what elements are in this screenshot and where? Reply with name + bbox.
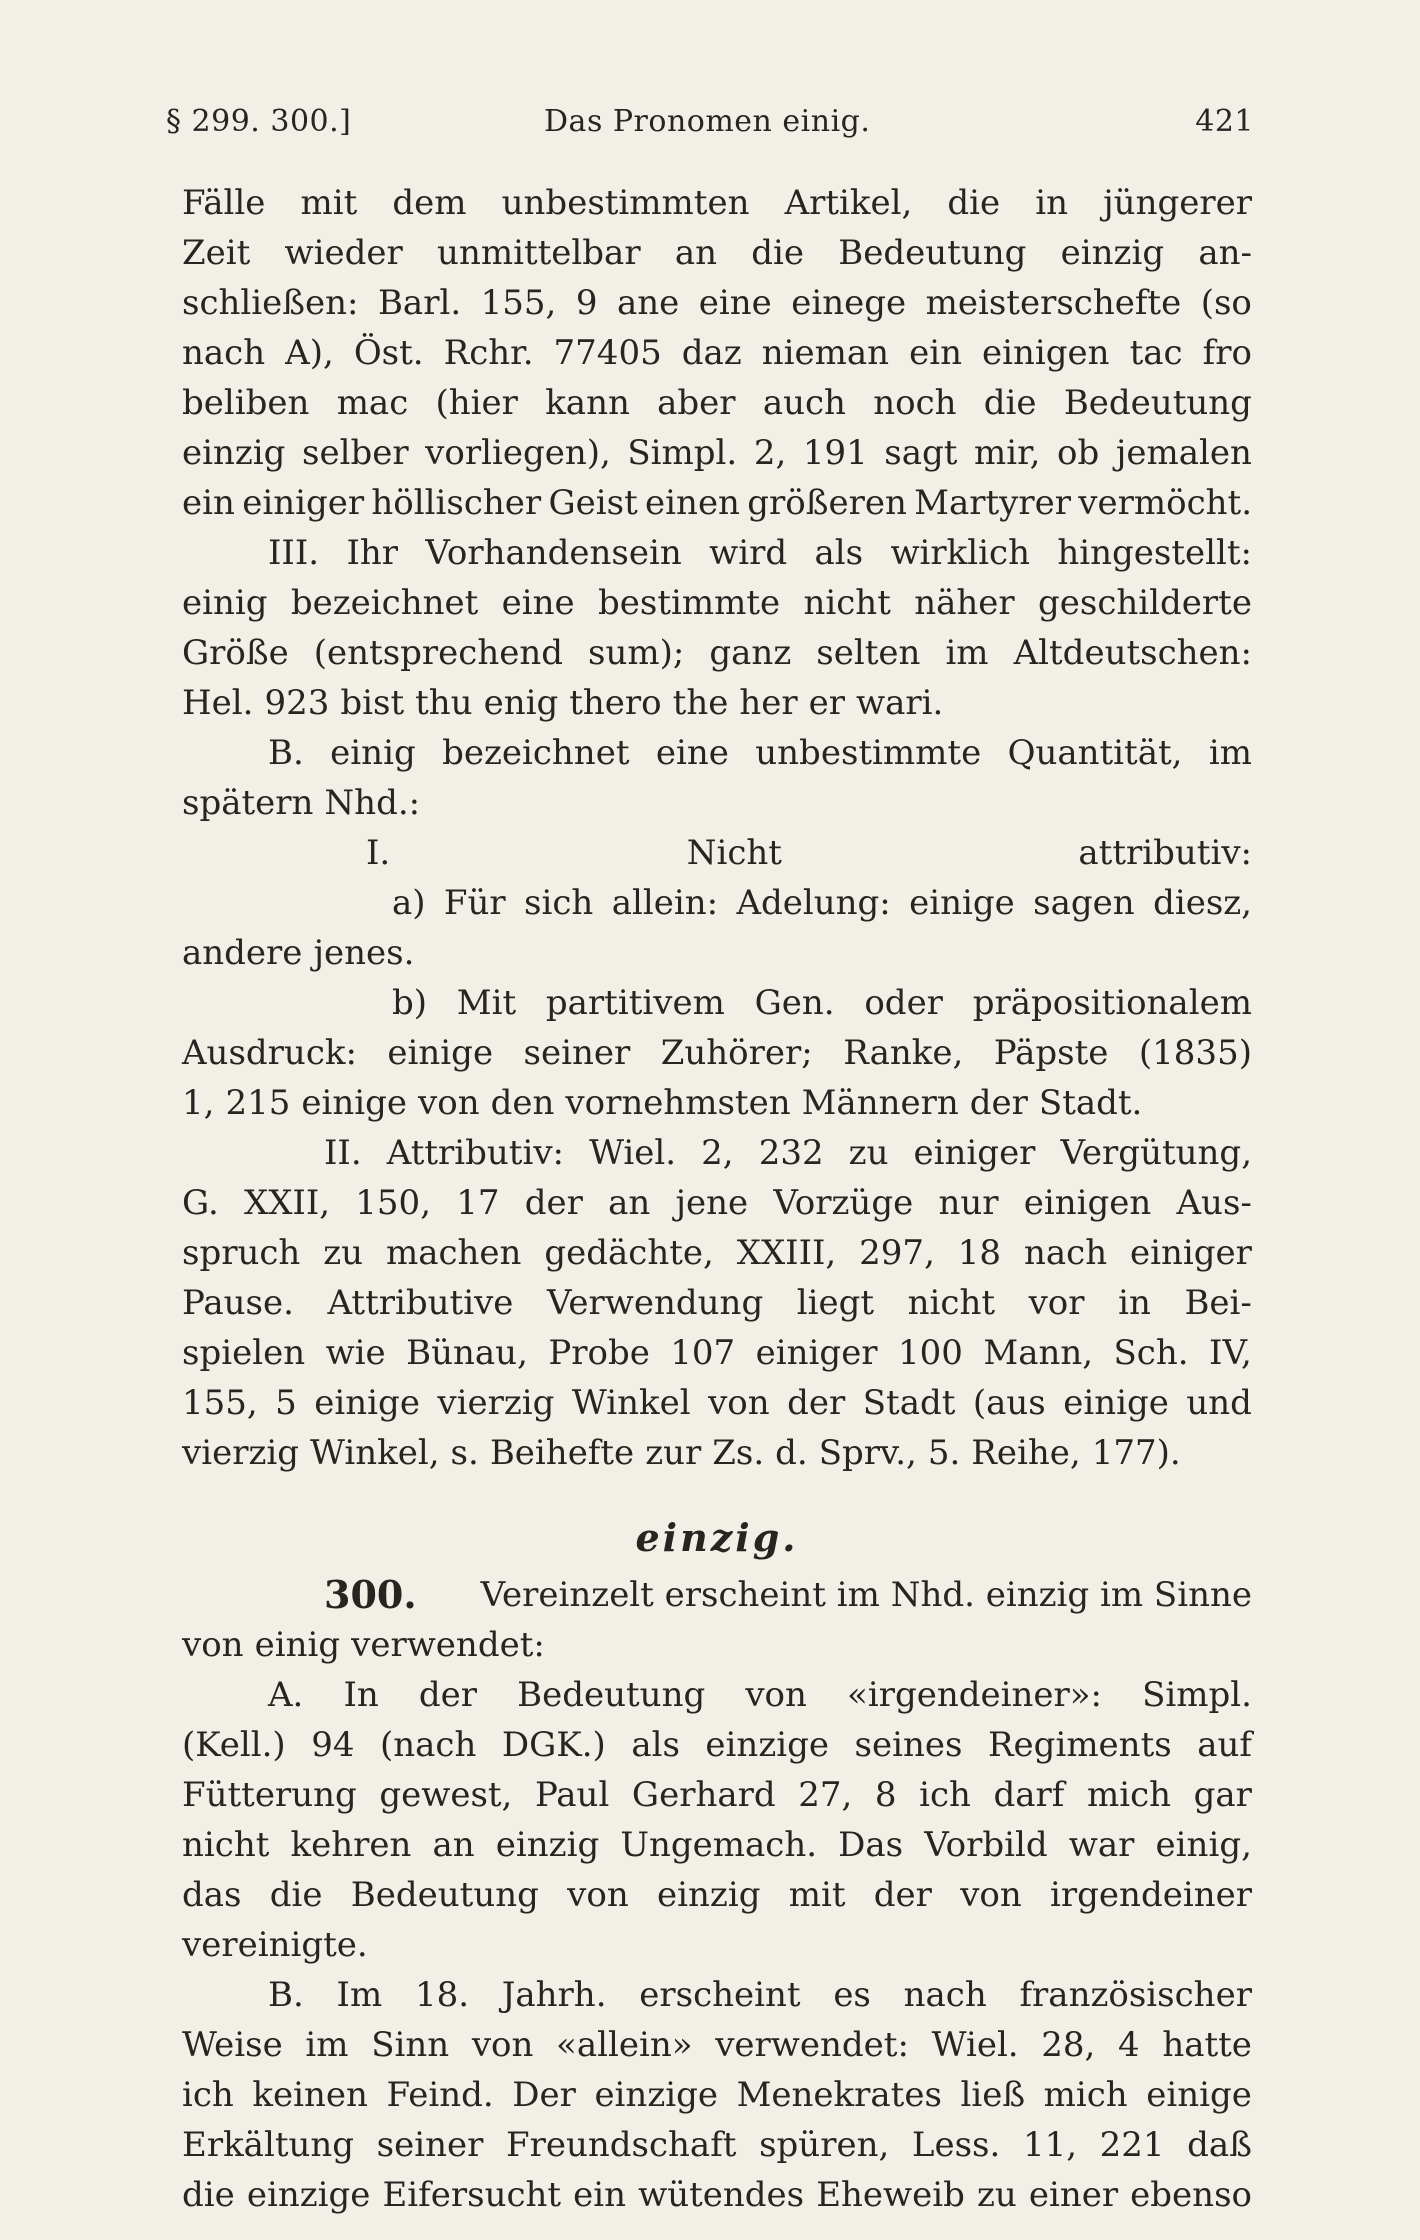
- text-line: Erkältung seiner Freundschaft spüren, Less. 11, 221 daß: [182, 2125, 1252, 2165]
- text-line: b) Mit partitivem Gen. oder präpositionalem: [392, 983, 1252, 1023]
- paragraph-block-einzig: [182, 1620, 1252, 2220]
- text-line: Weise im Sinn von «allein» verwendet: Wiel. 28, 4 hatte: [182, 2025, 1252, 2065]
- text-line: Hel. 923 bist thu enig thero the her er wari.: [182, 683, 944, 723]
- text-line: 155, 5 einige vierzig Winkel von der Stadt (aus einige und: [182, 1383, 1252, 1423]
- text-line: Fälle mit dem unbestimmten Artikel, die in jüngerer: [182, 183, 1252, 223]
- text-line: Fütterung gewest, Paul Gerhard 27, 8 ich darf mich gar: [182, 1775, 1252, 1815]
- text-line: III. Ihr Vorhandensein wird als wirklich hingestellt:: [268, 533, 1252, 573]
- text-line: spruch zu machen gedächte, XXIII, 297, 18 nach einiger: [182, 1233, 1252, 1273]
- text-line: ein einiger höllischer Geist einen größeren Martyrer vermöcht.: [182, 483, 1252, 523]
- text-line: von einig verwendet:: [182, 1625, 545, 1665]
- text-line: I. Nicht attributiv:: [366, 833, 1252, 873]
- text-line: beliben mac (hier kann aber auch noch die Bedeutung: [182, 383, 1252, 423]
- text-line: spielen wie Bünau, Probe 107 einiger 100 Mann, Sch. IV,: [182, 1333, 1252, 1373]
- text-line: einig bezeichnet eine bestimmte nicht näher geschilderte: [182, 583, 1252, 623]
- text-line: schließen: Barl. 155, 9 ane eine einege meisterschefte (so: [182, 283, 1252, 323]
- section-first-line: Vereinzelt erscheint im Nhd. einzig im Sinne: [480, 1575, 1252, 1615]
- text-line: spätern Nhd.:: [182, 783, 421, 823]
- text-line: G. XXII, 150, 17 der an jene Vorzüge nur einigen Aus-: [182, 1183, 1252, 1223]
- paragraph-block-einig: [182, 178, 1252, 1478]
- text-line: nicht kehren an einzig Ungemach. Das Vorbild war einig,: [182, 1825, 1252, 1865]
- text-line: 1, 215 einige von den vornehmsten Männern der Stadt.: [182, 1083, 1143, 1123]
- text-line: Pause. Attributive Verwendung liegt nicht vor in Bei-: [182, 1283, 1252, 1323]
- text-line: A. In der Bedeutung von «irgendeiner»: Simpl.: [268, 1675, 1252, 1715]
- text-line: Größe (entsprechend sum); ganz selten im Altdeutschen:: [182, 633, 1252, 673]
- text-line: nach A), Öst. Rchr. 77405 daz nieman ein einigen tac fro: [182, 333, 1252, 373]
- page-number: 421: [1195, 104, 1254, 139]
- section-number: 300.: [324, 1572, 417, 1617]
- body-text: [182, 178, 1252, 2220]
- section-heading: einzig.: [635, 1515, 799, 1560]
- text-line: a) Für sich allein: Adelung: einige sagen diesz,: [392, 883, 1252, 923]
- text-line: vierzig Winkel, s. Beihefte zur Zs. d. Sprv., 5. Reihe, 177).: [182, 1433, 1181, 1473]
- text-line: B. Im 18. Jahrh. erscheint es nach französischer: [268, 1975, 1252, 2015]
- text-line: II. Attributiv: Wiel. 2, 232 zu einiger Vergütung,: [324, 1133, 1252, 1173]
- text-line: die einzige Eifersucht ein wütendes Eheweib zu einer ebenso: [182, 2175, 1252, 2215]
- text-line: B. einig bezeichnet eine unbestimmte Quantität, im: [268, 733, 1252, 773]
- text-line: [182, 1570, 1252, 1620]
- text-line: Zeit wieder unmittelbar an die Bedeutung einzig an-: [182, 233, 1252, 273]
- text-line: (Kell.) 94 (nach DGK.) als einzige seines Regiments auf: [182, 1725, 1252, 1765]
- running-title: Das Pronomen einig.: [544, 104, 871, 139]
- text-line: das die Bedeutung von einzig mit der von irgendeiner: [182, 1875, 1252, 1915]
- text-line: vereinigte.: [182, 1925, 368, 1965]
- text-line: einzig selber vorliegen), Simpl. 2, 191 sagt mir, ob jemalen: [182, 433, 1252, 473]
- section-reference: § 299. 300.]: [166, 104, 352, 139]
- text-line: andere jenes.: [182, 933, 415, 973]
- text-line: Ausdruck: einige seiner Zuhörer; Ranke, Päpste (1835): [182, 1033, 1252, 1073]
- running-header: [166, 104, 1254, 152]
- text-line: ich keinen Feind. Der einzige Menekrates ließ mich einige: [182, 2075, 1252, 2115]
